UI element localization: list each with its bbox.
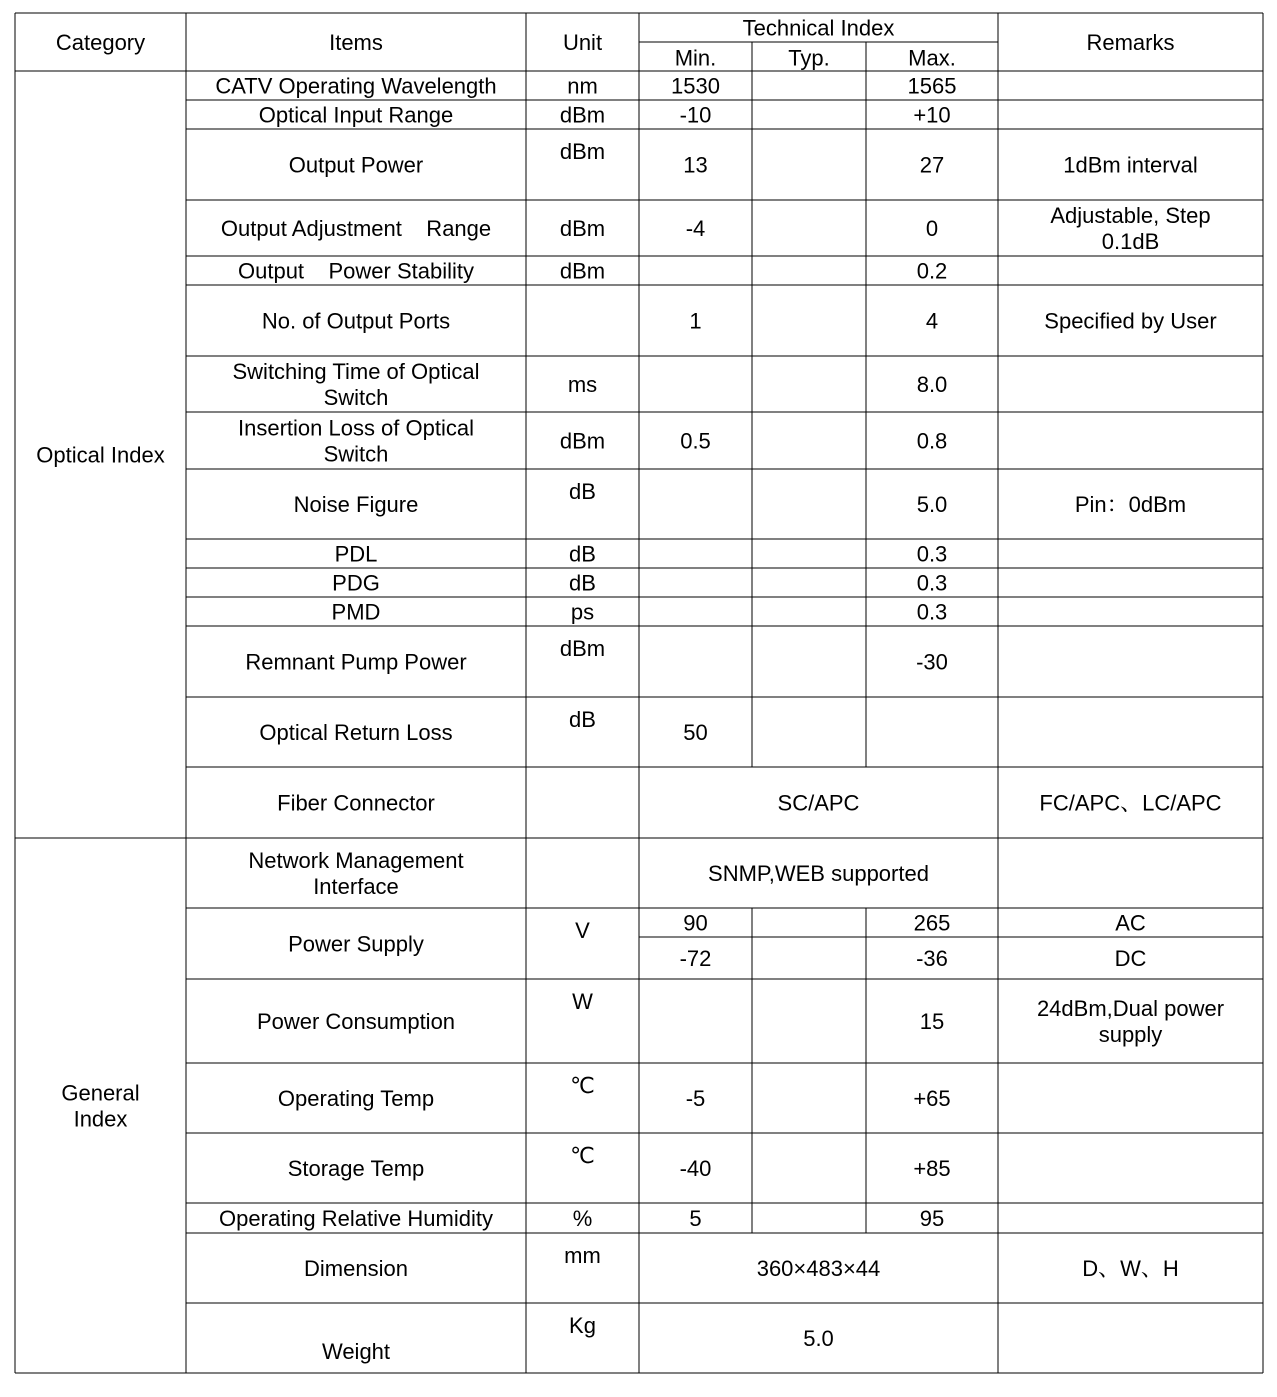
row-max: 15: [919, 1009, 945, 1034]
row-remarks: 1dBm interval: [1063, 152, 1198, 178]
row-min: 0.5: [680, 428, 711, 454]
row-unit: dBm: [559, 258, 606, 284]
header-items: Items: [329, 30, 383, 55]
row-max: +85: [913, 1156, 951, 1181]
row-max: 0.3: [916, 541, 948, 567]
row-item: Switching Time of Optical Switch: [232, 359, 480, 410]
row-min: 90: [683, 910, 708, 936]
header-max: Max.: [908, 45, 956, 71]
row-remarks: AC: [1115, 910, 1146, 936]
row-unit: dBm: [559, 102, 606, 128]
row-max: 5.0: [916, 492, 948, 517]
row-item: Power Consumption: [256, 1009, 456, 1034]
row-merged-value: 360×483×44: [756, 1256, 881, 1281]
row-min: 50: [683, 720, 708, 745]
row-remarks: Pin：0dBm: [1074, 492, 1187, 517]
row-unit: dB: [569, 479, 596, 504]
row-unit: dBm: [559, 636, 606, 661]
row-min: 1: [689, 308, 702, 334]
row-unit: Kg: [569, 1313, 596, 1338]
row-item: Dimension: [304, 1256, 408, 1281]
row-item: PDG: [332, 570, 380, 596]
row-min: -5: [685, 1086, 706, 1111]
row-item: No. of Output Ports: [261, 308, 451, 334]
row-max: 0.3: [916, 599, 948, 625]
row-merged-value: SC/APC: [777, 790, 860, 816]
row-item: Fiber Connector: [277, 790, 435, 816]
row-item: Weight: [321, 1339, 391, 1364]
row-unit: dBm: [559, 428, 606, 454]
header-unit: Unit: [562, 30, 603, 55]
row-item: Storage Temp: [287, 1156, 425, 1181]
row-unit: dB: [569, 541, 596, 567]
row-item: Output Power Stability: [238, 258, 474, 284]
row-max: -36: [916, 946, 948, 971]
row-unit: ℃: [570, 1073, 595, 1098]
row-merged-value: SNMP,WEB supported: [708, 861, 929, 886]
row-unit: dBm: [559, 139, 606, 164]
row-item: Noise Figure: [293, 492, 419, 517]
row-item: PMD: [331, 599, 381, 625]
row-item: PDL: [334, 541, 378, 567]
row-min: 1530: [671, 73, 720, 99]
row-item: Output Power: [288, 152, 424, 178]
row-remarks: Adjustable, Step 0.1dB: [1050, 203, 1211, 254]
row-remarks: 24dBm,Dual power supply: [1036, 996, 1225, 1047]
row-max: 0.3: [916, 570, 948, 596]
row-unit: nm: [567, 73, 598, 99]
row-unit: %: [572, 1206, 593, 1231]
row-item: Operating Relative Humidity: [219, 1206, 493, 1231]
row-item: Optical Input Range: [258, 102, 454, 128]
row-item: Optical Return Loss: [259, 720, 453, 745]
row-remarks: Specified by User: [1044, 308, 1217, 334]
row-item: Network Management Interface: [248, 848, 464, 899]
row-min: -40: [679, 1156, 712, 1181]
row-unit: dB: [569, 707, 596, 732]
row-min: -4: [685, 216, 706, 241]
row-unit: V: [575, 918, 590, 943]
row-unit: dB: [569, 570, 596, 596]
row-min: 13: [683, 152, 708, 178]
row-unit: mm: [564, 1243, 601, 1268]
row-item: Operating Temp: [277, 1086, 435, 1111]
row-max: +10: [913, 102, 951, 128]
row-max: 265: [913, 910, 951, 936]
row-unit: ℃: [570, 1143, 595, 1168]
row-max: 0: [925, 216, 939, 241]
row-item: Output Adjustment Range: [220, 216, 492, 241]
row-max: 95: [919, 1206, 945, 1231]
header-typ: Typ.: [788, 45, 830, 71]
row-min: -10: [679, 102, 712, 128]
header-min: Min.: [674, 45, 717, 71]
row-remarks: FC/APC、LC/APC: [1039, 790, 1222, 816]
row-max: 1565: [907, 73, 957, 99]
row-remarks: DC: [1114, 946, 1147, 971]
row-min: 5: [689, 1206, 702, 1231]
header-category: Category: [55, 30, 146, 55]
row-max: 0.2: [916, 258, 948, 284]
row-item: Remnant Pump Power: [245, 649, 467, 675]
row-item: CATV Operating Wavelength: [215, 73, 497, 99]
header-remarks: Remarks: [1086, 30, 1175, 55]
group-general-index: General Index: [61, 1080, 140, 1132]
row-merged-value: 5.0: [803, 1326, 834, 1351]
group-optical-index: Optical Index: [36, 442, 165, 468]
row-item: Insertion Loss of Optical Switch: [237, 415, 475, 467]
row-unit: ms: [567, 372, 598, 397]
header-technical-index: Technical Index: [742, 15, 895, 41]
row-min: -72: [679, 946, 712, 971]
row-max: 4: [925, 308, 939, 334]
row-unit: W: [572, 989, 593, 1014]
row-max: 0.8: [916, 428, 948, 454]
row-item: Power Supply: [288, 931, 424, 957]
row-max: 27: [919, 152, 945, 178]
row-max: -30: [916, 649, 948, 675]
row-max: +65: [913, 1086, 951, 1111]
row-unit: dBm: [559, 216, 606, 241]
row-remarks: D、W、H: [1082, 1256, 1179, 1281]
row-unit: ps: [570, 599, 595, 625]
row-max: 8.0: [916, 372, 948, 397]
